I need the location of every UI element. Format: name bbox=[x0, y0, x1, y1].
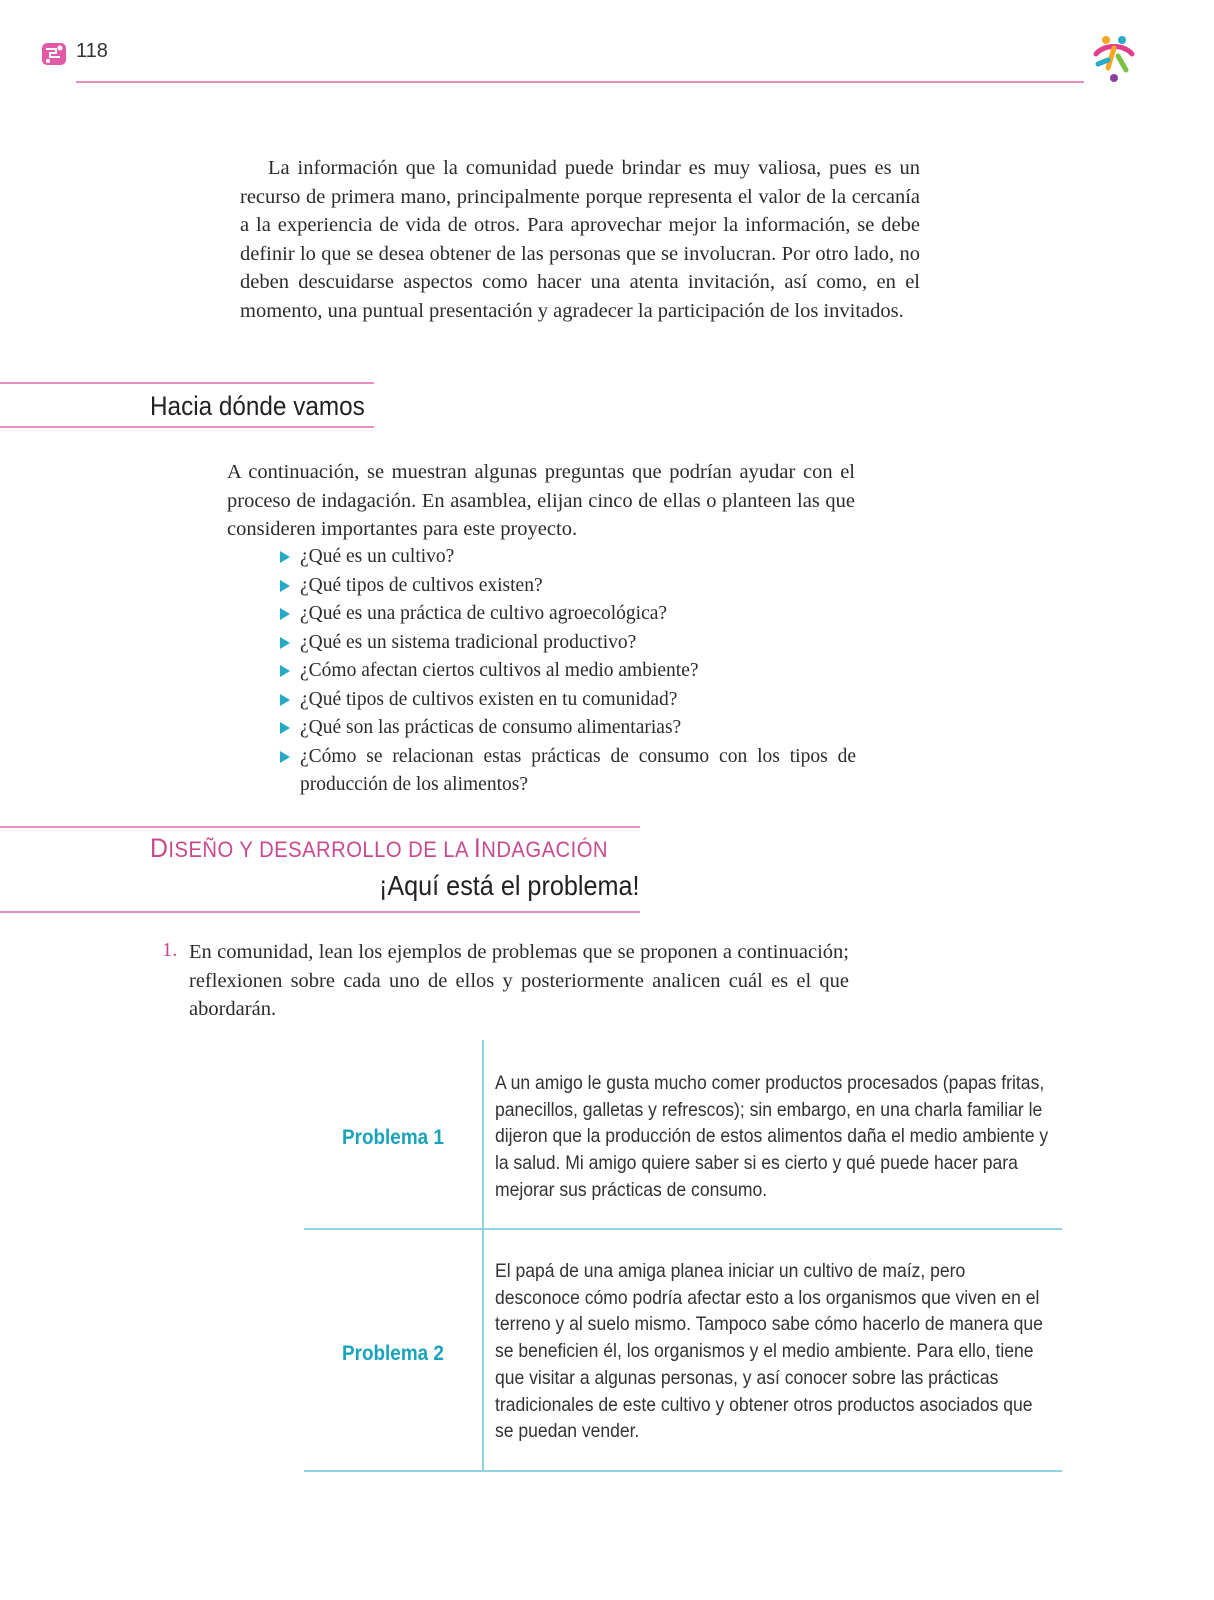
list-item: ¿Qué son las prácticas de consumo alimentarias? bbox=[280, 714, 856, 743]
pink-glyph-icon bbox=[40, 40, 68, 68]
section-lead: A continuación, se muestran algunas preguntas que podrían ayudar con el proceso de indagación. En asamblea, elijan cinco de ellas o planteen las que consideren importantes para este proyecto. bbox=[227, 461, 855, 540]
table-row-divider bbox=[304, 1228, 1062, 1230]
list-item: ¿Qué es un cultivo? bbox=[280, 543, 856, 572]
list-item: ¿Qué es un sistema tradicional productivo? bbox=[280, 629, 856, 658]
header-rule bbox=[76, 81, 1084, 83]
triangle-bullet-icon bbox=[280, 608, 290, 620]
list-item: ¿Qué tipos de cultivos existen en tu comunidad? bbox=[280, 686, 856, 715]
problem-1-text: A un amigo le gusta mucho comer productos procesados (papas fritas, panecillos, galletas y refrescos); sin embargo, en una charla familiar le dijeron que la producción de estos alimentos daña el medio ambiente y la salud. Mi amigo quiere saber si es cierto y qué puede hacer para mejorar sus prácticas de consumo. bbox=[495, 1072, 1049, 1201]
colorful-figure-logo bbox=[1084, 30, 1144, 90]
table-bottom-rule bbox=[304, 1470, 1062, 1472]
triangle-bullet-icon bbox=[280, 694, 290, 706]
triangle-bullet-icon bbox=[280, 751, 290, 763]
problem-1-label: Problema 1 bbox=[342, 1126, 444, 1149]
list-item: ¿Qué es una práctica de cultivo agroecológica? bbox=[280, 600, 856, 629]
activity-number: 1. bbox=[162, 939, 178, 961]
triangle-bullet-icon bbox=[280, 637, 290, 649]
list-item: ¿Cómo afectan ciertos cultivos al medio ambiente? bbox=[280, 657, 856, 686]
section-title-hacia-donde-vamos: Hacia dónde vamos bbox=[150, 391, 365, 421]
activity-text: En comunidad, lean los ejemplos de problemas que se proponen a continuación; reflexionen sobre cada uno de ellos y posteriormente analicen cuál es el que abordarán. bbox=[189, 941, 849, 1020]
problem-2-label: Problema 2 bbox=[342, 1342, 444, 1365]
triangle-bullet-icon bbox=[280, 551, 290, 563]
list-item: ¿Cómo se relacionan estas prácticas de consumo con los tipos de producción de los alimentos? bbox=[280, 743, 856, 800]
triangle-bullet-icon bbox=[280, 665, 290, 677]
section-rule-top bbox=[0, 826, 640, 828]
list-item: ¿Qué tipos de cultivos existen? bbox=[280, 572, 856, 601]
section-rule-bottom bbox=[0, 426, 374, 428]
section-rule-bottom bbox=[0, 911, 640, 913]
intro-paragraph: La información que la comunidad puede brindar es muy valiosa, pues es un recurso de primera mano, principalmente porque representa el valor de la cercanía a la experiencia de vida de otros. Para aprovechar mejor la información, se debe definir lo que se desea obtener de las personas que se involucran. Por otro lado, no deben descuidarse aspectos como hacer una atenta invitación, así como, en el momento, una puntual presentación y agradecer la participación de los invitados. bbox=[240, 157, 920, 322]
section-subtitle: ¡Aquí está el problema! bbox=[378, 870, 639, 901]
table-vertical-rule bbox=[482, 1040, 484, 1472]
section-title-diseno: DISEÑO Y DESARROLLO DE LA INDAGACIÓN bbox=[150, 833, 608, 863]
page-number: 118 bbox=[76, 40, 108, 62]
problem-2-text: El papá de una amiga planea iniciar un cultivo de maíz, pero desconoce cómo podría afectar esto a los organismos que viven en el terreno y al suelo mismo. Tampoco sabe cómo hacerlo de manera que se beneficien él, los organismos y el medio ambiente. Para ello, tiene que visitar a algunas personas, y así conocer sobre las prácticas tradicionales de este cultivo y obtener otros productos asociados que se puedan vender. bbox=[495, 1260, 1043, 1443]
triangle-bullet-icon bbox=[280, 580, 290, 592]
triangle-bullet-icon bbox=[280, 722, 290, 734]
question-list bbox=[280, 543, 856, 800]
section-rule-top bbox=[0, 382, 374, 384]
